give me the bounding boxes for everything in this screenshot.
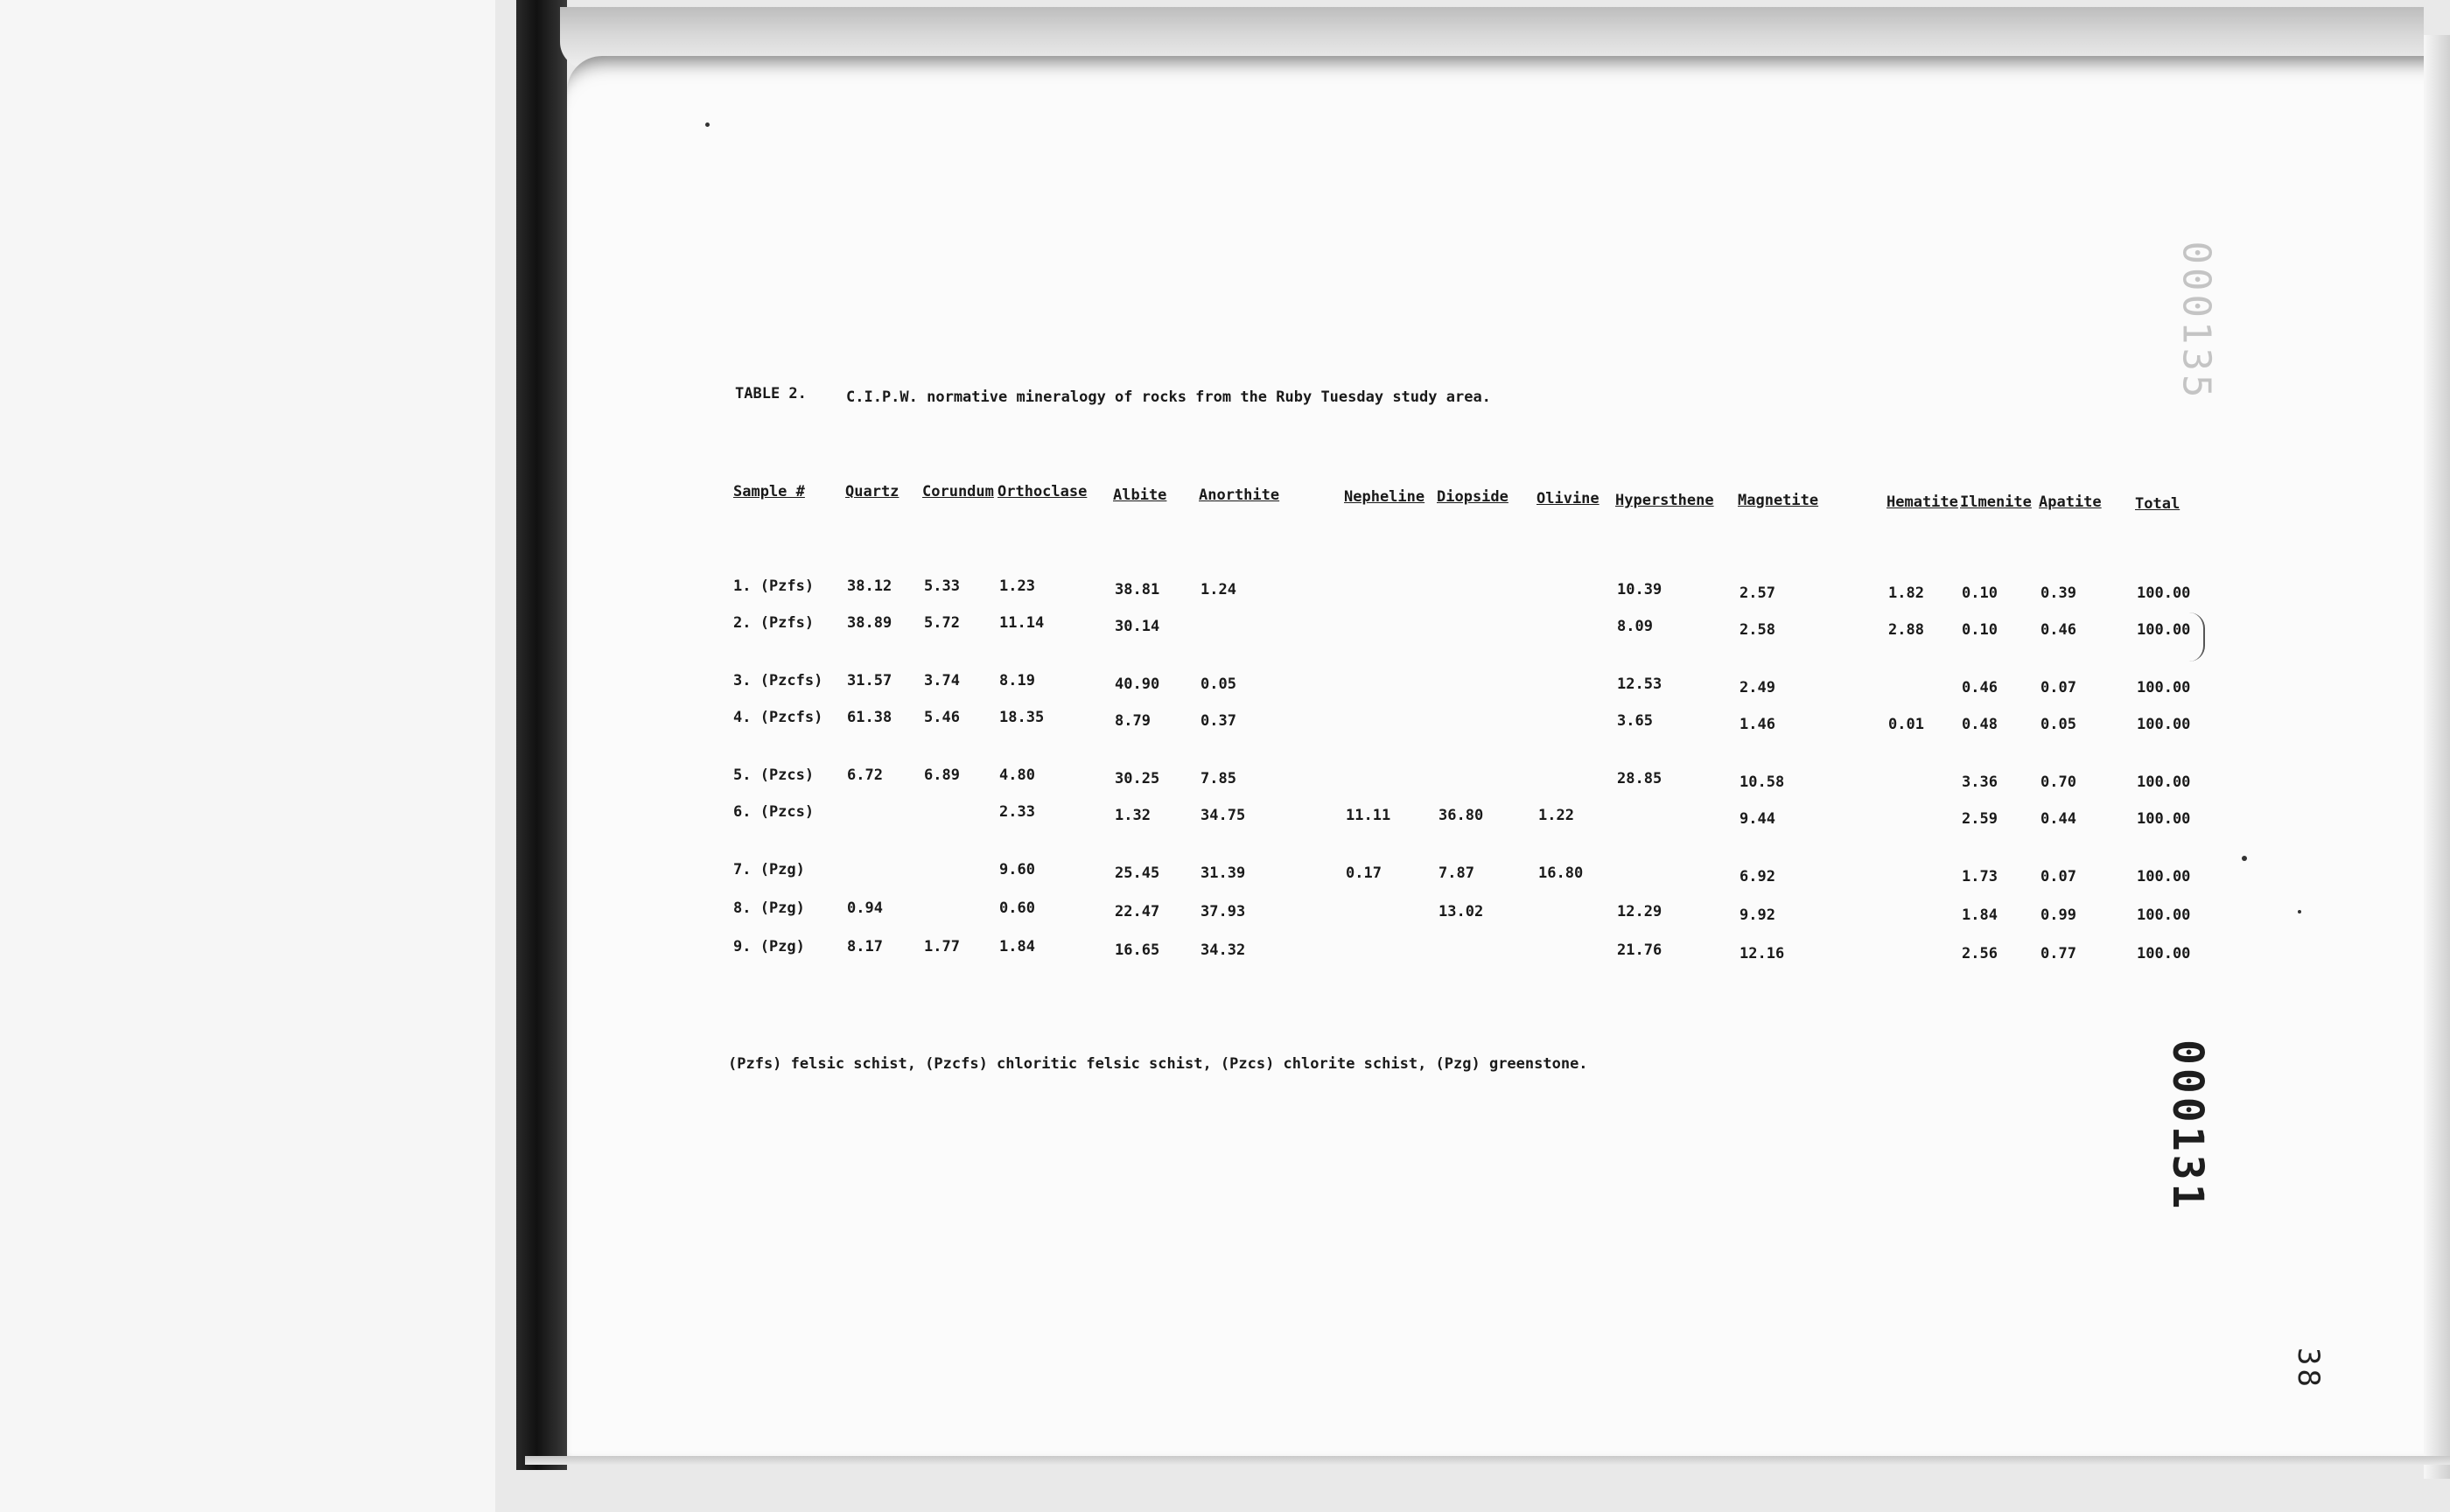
table-caption: C.I.P.W. normative mineralogy of rocks from the Ruby Tuesday study area. xyxy=(846,388,1491,406)
table-cell: 38.81 xyxy=(1115,581,1160,598)
table-cell: 0.48 xyxy=(1962,716,1998,733)
table-cell: 10.39 xyxy=(1617,581,1662,598)
table-cell: 0.10 xyxy=(1962,584,1998,602)
row-sample-label: 8. (Pzg) xyxy=(733,900,805,917)
table-cell: 1.32 xyxy=(1115,807,1151,824)
table-cell: 0.05 xyxy=(1200,676,1236,693)
table-cell: 7.87 xyxy=(1438,864,1474,882)
table-cell: 9.44 xyxy=(1740,810,1775,828)
column-header: Magnetite xyxy=(1738,492,1819,509)
table-cell: 5.46 xyxy=(924,709,960,726)
table-cell: 34.75 xyxy=(1200,807,1246,824)
table-cell: 0.10 xyxy=(1962,621,1998,639)
table-cell: 1.46 xyxy=(1740,716,1775,733)
row-sample-label: 5. (Pzcs) xyxy=(733,766,815,784)
table-cell: 0.94 xyxy=(847,900,883,917)
table-cell: 0.07 xyxy=(2040,679,2076,696)
scan-speck xyxy=(2298,910,2301,914)
table-cell: 12.16 xyxy=(1740,945,1785,962)
table-cell: 2.58 xyxy=(1740,621,1775,639)
row-sample-label: 6. (Pzcs) xyxy=(733,803,815,821)
page-bottom-edge xyxy=(525,1456,2450,1465)
table-cell: 0.70 xyxy=(2040,774,2076,791)
table-cell: 2.57 xyxy=(1740,584,1775,602)
table-cell: 61.38 xyxy=(847,709,892,726)
table-cell: 100.00 xyxy=(2137,906,2191,924)
table-cell: 6.89 xyxy=(924,766,960,784)
table-cell: 16.65 xyxy=(1115,942,1160,959)
table-cell: 0.60 xyxy=(999,900,1035,917)
row-sample-label: 7. (Pzg) xyxy=(733,861,805,878)
column-header: Diopside xyxy=(1437,488,1508,506)
table-cell: 21.76 xyxy=(1617,942,1662,959)
row-sample-label: 1. (Pzfs) xyxy=(733,578,815,595)
document-stamp-number: 000131 xyxy=(2163,1040,2212,1213)
table-cell: 9.92 xyxy=(1740,906,1775,924)
table-cell: 7.85 xyxy=(1200,770,1236,788)
table-cell: 1.84 xyxy=(999,938,1035,956)
table-cell: 1.77 xyxy=(924,938,960,956)
table-cell: 28.85 xyxy=(1617,770,1662,788)
row-sample-label: 3. (Pzcfs) xyxy=(733,672,823,690)
table-cell: 10.58 xyxy=(1740,774,1785,791)
column-header: Hypersthene xyxy=(1615,492,1714,509)
binding-edge xyxy=(516,0,567,1470)
table-cell: 6.92 xyxy=(1740,868,1775,886)
table-cell: 2.56 xyxy=(1962,945,1998,962)
table-cell: 36.80 xyxy=(1438,807,1484,824)
table-cell: 1.73 xyxy=(1962,868,1998,886)
table-cell: 0.05 xyxy=(2040,716,2076,733)
page-number: 38 xyxy=(2291,1348,2326,1390)
table-cell: 2.49 xyxy=(1740,679,1775,696)
table-cell: 100.00 xyxy=(2137,679,2191,696)
column-header: Orthoclase xyxy=(998,483,1088,500)
table-cell: 16.80 xyxy=(1538,864,1584,882)
table-cell: 1.82 xyxy=(1888,584,1924,602)
table-cell: 2.88 xyxy=(1888,621,1924,639)
row-sample-label: 2. (Pzfs) xyxy=(733,614,815,632)
table-cell: 2.59 xyxy=(1962,810,1998,828)
table-cell: 8.17 xyxy=(847,938,883,956)
table-cell: 37.93 xyxy=(1200,903,1246,920)
table-cell: 0.17 xyxy=(1346,864,1382,882)
table-cell: 0.39 xyxy=(2040,584,2076,602)
table-cell: 3.74 xyxy=(924,672,960,690)
table-footnote: (Pzfs) felsic schist, (Pzcfs) chloritic felsic schist, (Pzcs) chlorite schist, (Pzg) greenstone. xyxy=(728,1055,1588,1073)
table-cell: 0.46 xyxy=(1962,679,1998,696)
scan-speck xyxy=(705,122,710,127)
table-cell: 0.77 xyxy=(2040,945,2076,962)
table-cell: 3.36 xyxy=(1962,774,1998,791)
column-header: Nepheline xyxy=(1344,488,1425,506)
table-cell: 1.24 xyxy=(1200,581,1236,598)
table-cell: 11.11 xyxy=(1346,807,1391,824)
page-right-edge xyxy=(2424,35,2450,1479)
table-cell: 0.99 xyxy=(2040,906,2076,924)
table-cell: 8.19 xyxy=(999,672,1035,690)
table-cell: 38.89 xyxy=(847,614,892,632)
table-cell: 1.22 xyxy=(1538,807,1574,824)
column-header: Albite xyxy=(1113,486,1167,504)
column-header: Corundum xyxy=(922,483,994,500)
table-cell: 8.09 xyxy=(1617,618,1653,635)
table-cell: 0.44 xyxy=(2040,810,2076,828)
table-cell: 5.33 xyxy=(924,578,960,595)
table-cell: 5.72 xyxy=(924,614,960,632)
table-cell: 100.00 xyxy=(2137,868,2191,886)
table-cell: 6.72 xyxy=(847,766,883,784)
table-cell: 30.14 xyxy=(1115,618,1160,635)
table-cell: 38.12 xyxy=(847,578,892,595)
table-cell: 31.39 xyxy=(1200,864,1246,882)
table-cell: 13.02 xyxy=(1438,903,1484,920)
faded-stamp-number: 000135 xyxy=(2174,241,2219,402)
table-cell: 100.00 xyxy=(2137,810,2191,828)
column-header: Apatite xyxy=(2039,494,2102,511)
table-cell: 18.35 xyxy=(999,709,1045,726)
table-cell: 9.60 xyxy=(999,861,1035,878)
column-header: Ilmenite xyxy=(1960,494,2032,511)
table-cell: 1.84 xyxy=(1962,906,1998,924)
table-cell: 100.00 xyxy=(2137,584,2191,602)
table-cell: 8.79 xyxy=(1115,712,1151,730)
table-cell: 100.00 xyxy=(2137,621,2191,639)
table-cell: 34.32 xyxy=(1200,942,1246,959)
column-header: Sample # xyxy=(733,483,805,500)
table-cell: 0.07 xyxy=(2040,868,2076,886)
table-cell: 100.00 xyxy=(2137,945,2191,962)
column-header: Olivine xyxy=(1536,490,1600,508)
scan-speck xyxy=(2242,856,2247,861)
table-cell: 1.23 xyxy=(999,578,1035,595)
table-cell: 100.00 xyxy=(2137,716,2191,733)
table-cell: 100.00 xyxy=(2137,774,2191,791)
table-cell: 0.37 xyxy=(1200,712,1236,730)
table-cell: 0.01 xyxy=(1888,716,1924,733)
table-cell: 4.80 xyxy=(999,766,1035,784)
table-label: TABLE 2. xyxy=(735,385,807,402)
table-cell: 12.29 xyxy=(1617,903,1662,920)
table-cell: 40.90 xyxy=(1115,676,1160,693)
table-cell: 25.45 xyxy=(1115,864,1160,882)
table-cell: 22.47 xyxy=(1115,903,1160,920)
table-cell: 30.25 xyxy=(1115,770,1160,788)
table-cell: 0.46 xyxy=(2040,621,2076,639)
table-cell: 11.14 xyxy=(999,614,1045,632)
column-header: Anorthite xyxy=(1199,486,1280,504)
table-cell: 31.57 xyxy=(847,672,892,690)
column-header: Hematite xyxy=(1886,494,1958,511)
table-cell: 3.65 xyxy=(1617,712,1653,730)
row-sample-label: 9. (Pzg) xyxy=(733,938,805,956)
table-cell: 2.33 xyxy=(999,803,1035,821)
row-sample-label: 4. (Pzcfs) xyxy=(733,709,823,726)
table-cell: 12.53 xyxy=(1617,676,1662,693)
column-header: Total xyxy=(2135,495,2180,513)
column-header: Quartz xyxy=(845,483,900,500)
